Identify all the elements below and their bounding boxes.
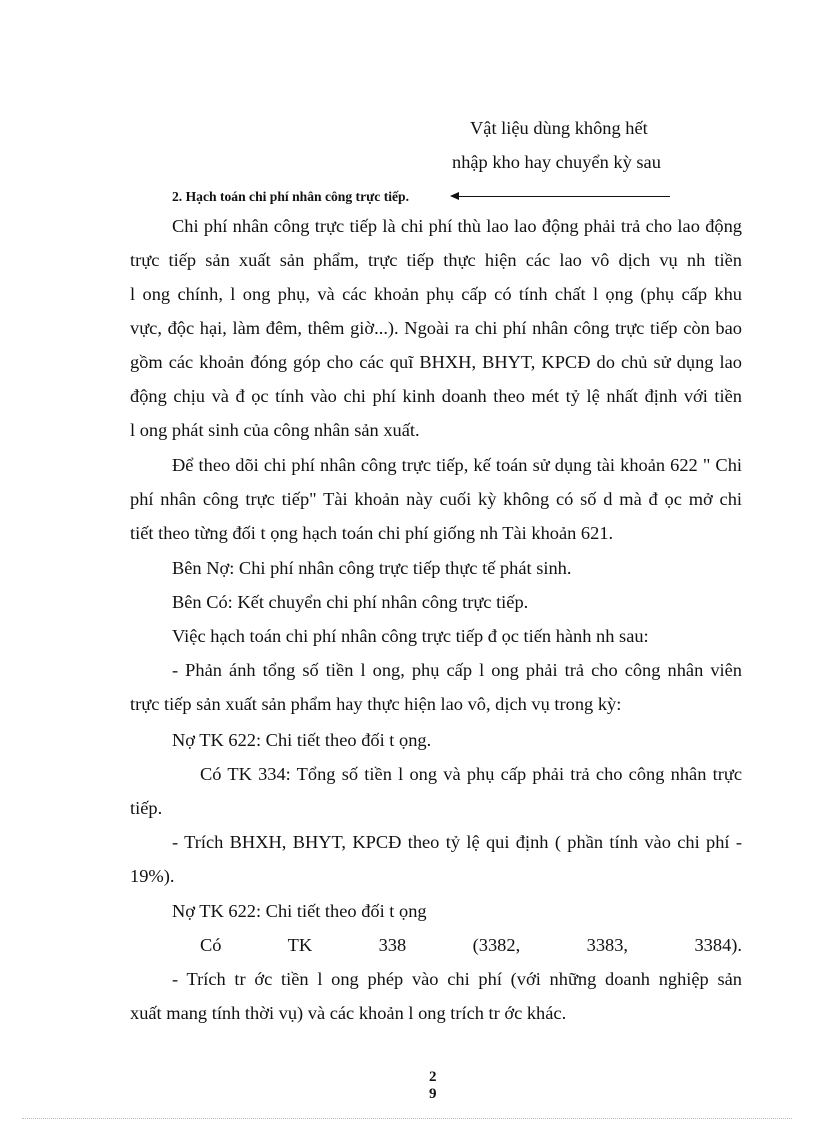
arrow-head-icon xyxy=(450,192,459,200)
paragraph-line: trực tiếp sản xuất sản phẩm hay thực hiện lao vô, dịch vụ trong kỳ: xyxy=(130,694,622,714)
section-heading: 2. Hạch toán chi phí nhân công trực tiếp. xyxy=(172,189,410,204)
paragraph-line: Chi phí nhân công trực tiếp là chi phí thù lao lao động phải trả cho lao động xyxy=(172,216,742,236)
paragraph-line: gồm các khoản đóng góp cho các quĩ BHXH, BHYT, KPCĐ do chủ sử dụng lao xyxy=(130,352,742,372)
paragraph-line: - Trích tr ớc tiền l ong phép vào chi phí (với những doanh nghiệp sản xyxy=(172,969,742,989)
entry-debit-622: Nợ TK 622: Chi tiết theo đối t ọng. xyxy=(172,730,432,750)
paragraph-line: - Phản ánh tổng số tiền l ong, phụ cấp l ong phải trả cho công nhân viên xyxy=(172,660,742,680)
paragraph-line: Để theo dõi chi phí nhân công trực tiếp, kế toán sử dụng tài khoản 622 " Chi xyxy=(172,455,742,475)
paragraph-line: l ong chính, l ong phụ, và các khoản phụ cấp có tính chất l ọng (phụ cấp khu xyxy=(130,284,742,304)
page-number: 2 xyxy=(429,1069,437,1085)
paragraph-line: Việc hạch toán chi phí nhân công trực tiếp đ ọc tiến hành nh sau: xyxy=(172,626,649,646)
paragraph-line: trực tiếp sản xuất sản phẩm, trực tiếp thực hiện các lao vô dịch vụ nh tiền xyxy=(130,250,742,270)
paragraph-line: - Trích BHXH, BHYT, KPCĐ theo tỷ lệ qui định ( phần tính vào chi phí - xyxy=(172,832,742,852)
entry-debit-622: Nợ TK 622: Chi tiết theo đối t ọng xyxy=(172,901,427,921)
caption-line-2: nhập kho hay chuyển kỳ sau xyxy=(452,152,661,172)
paragraph-line: 19%). xyxy=(130,866,175,886)
credit-line: Bên Có: Kết chuyển chi phí nhân công trực tiếp. xyxy=(172,592,529,612)
entry-credit-338: Có TK 338 (3382, 3383, 3384). xyxy=(200,935,742,955)
paragraph-line: tiếp. xyxy=(130,798,163,818)
page-number: 9 xyxy=(429,1086,437,1102)
paragraph-line: xuất mang tính thời vụ) và các khoản l ong trích tr ớc khác. xyxy=(130,1003,567,1023)
paragraph-line: phí nhân công trực tiếp" Tài khoản này cuối kỳ không có số d mà đ ọc mở chi xyxy=(130,489,742,509)
paragraph-line: tiết theo từng đối t ọng hạch toán chi phí giống nh Tài khoản 621. xyxy=(130,523,614,543)
paragraph-line: động chịu và đ ọc tính vào chi phí kinh doanh theo mét tỷ lệ nhất định với tiền xyxy=(130,386,742,406)
paragraph-line: vực, độc hại, làm đêm, thêm giờ...). Ngoài ra chi phí nhân công trực tiếp còn bao xyxy=(130,318,742,338)
arrow-line xyxy=(452,196,670,197)
paragraph-line: l ong phát sinh của công nhân sản xuất. xyxy=(130,420,420,440)
debit-line: Bên Nợ: Chi phí nhân công trực tiếp thực tế phát sinh. xyxy=(172,558,572,578)
footer-divider xyxy=(22,1118,792,1119)
entry-credit-334: Có TK 334: Tổng số tiền l ong và phụ cấp phải trả cho công nhân trực xyxy=(200,764,742,784)
caption-line-1: Vật liệu dùng không hết xyxy=(470,118,648,138)
